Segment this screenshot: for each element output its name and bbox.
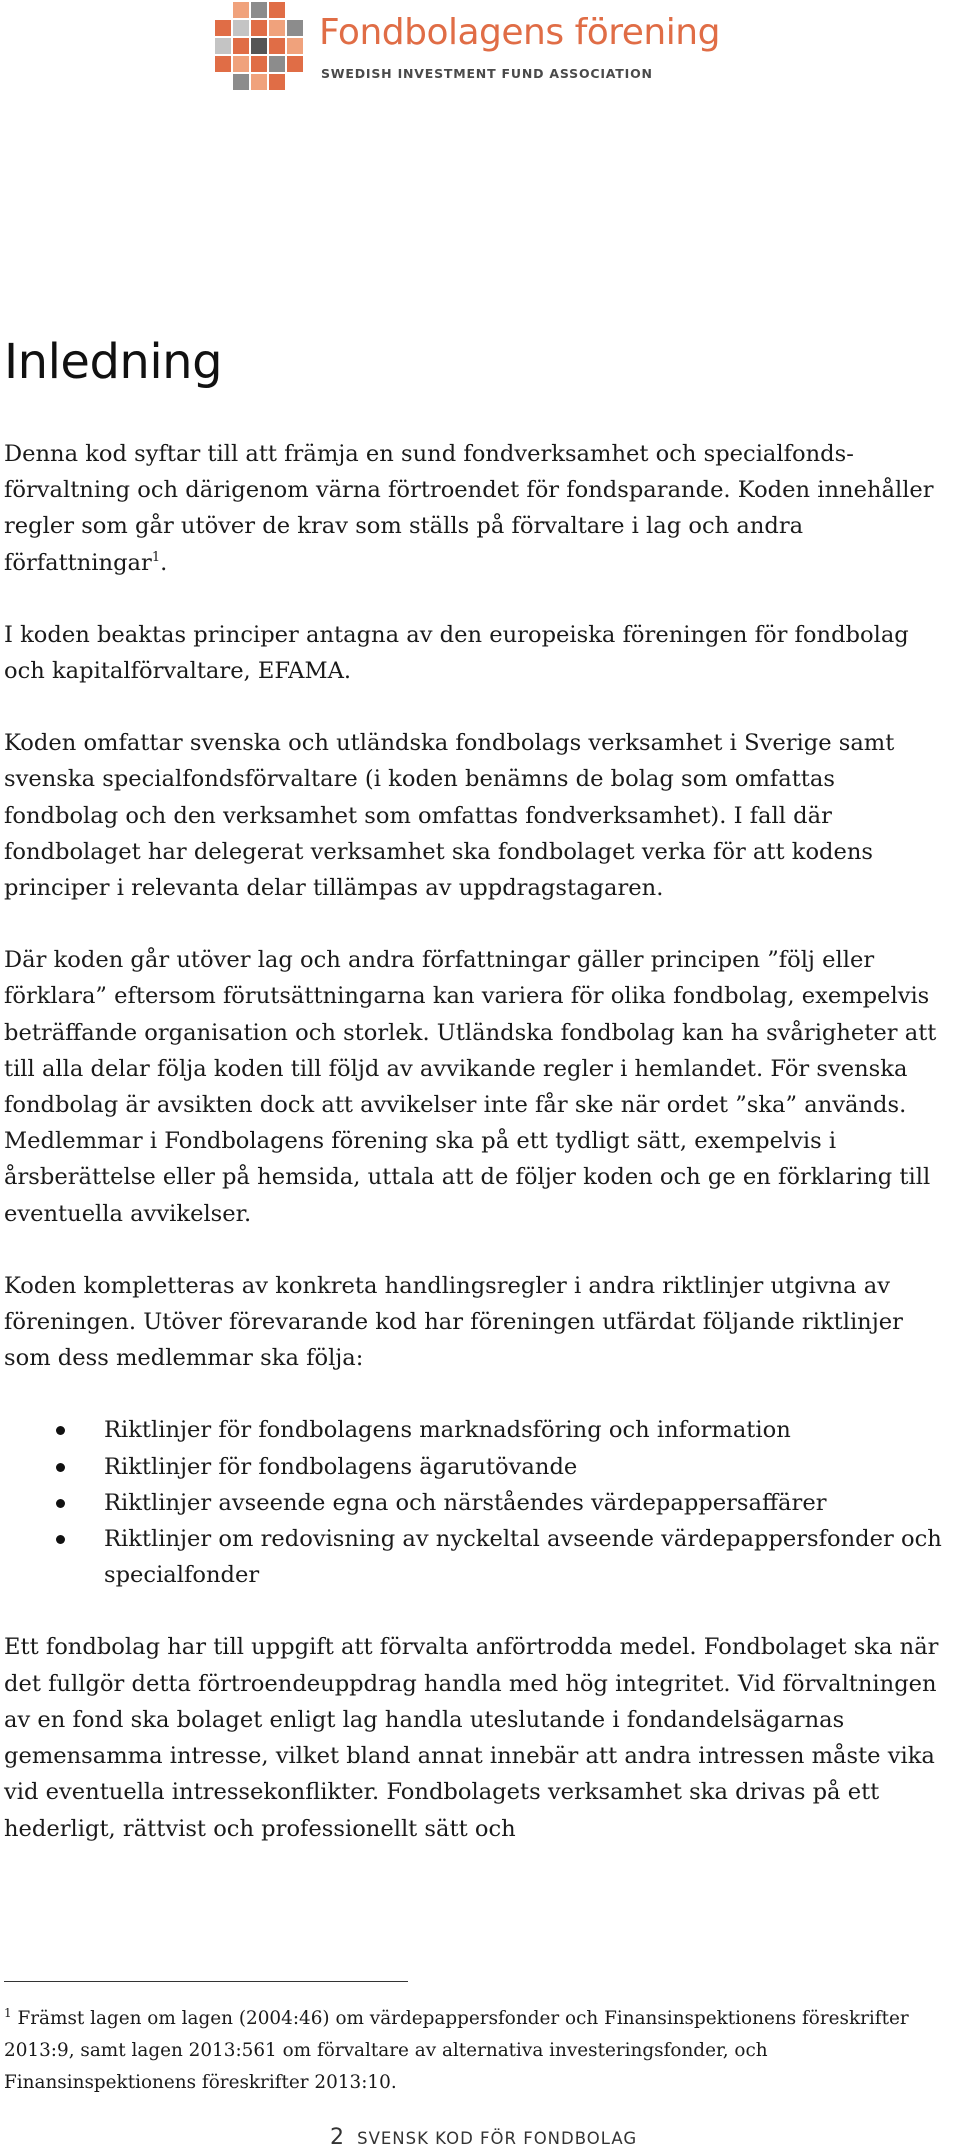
list-item-text: Riktlinjer för fondbolagens marknadsföring och information (104, 1417, 791, 1444)
bullet-icon (56, 1499, 65, 1508)
paragraph-scope: Koden omfattar svenska och utländska fondbolags verksamhet i Sverige samt svenska specialfondsförvaltare (i koden benämns de bolag som omfattas fondbolag och den verksamhet som omfattas fondverksamhet). I fall där fondbolaget har delegerat verksamhet ska fondbolaget verka för att kodens principer i relevanta delar tillämpas av uppdragstagaren. (4, 730, 895, 902)
logo-square (269, 2, 285, 18)
logo-square (233, 2, 249, 18)
paragraph-intro (4, 436, 954, 581)
bullet-icon (56, 1535, 65, 1544)
logo-square (269, 20, 285, 36)
list-item-text: Riktlinjer om redovisning av nyckeltal avseende värdepappersfonder och specialfonder (104, 1526, 942, 1589)
logo-square (287, 38, 303, 54)
footer-title: SVENSK KOD FÖR FONDBOLAG (357, 2129, 638, 2148)
list-item-text: Riktlinjer avseende egna och närståendes värdepappersaffärer (104, 1489, 827, 1516)
footnote (4, 2003, 954, 2099)
logo-square (251, 74, 267, 90)
association-logo (215, 0, 720, 92)
list-item (4, 1412, 944, 1448)
list-item-text: Riktlinjer för fondbolagens ägarutövande (104, 1453, 578, 1480)
logo-square (233, 56, 249, 72)
logo-square (233, 20, 249, 36)
logo-square (287, 20, 303, 36)
bullet-icon (56, 1463, 65, 1472)
footnote-text: Främst lagen om lagen (2004:46) om värdepappersfonder och Finansinspektionens föreskrifter 2013:9, samt lagen 2013:561 om förvaltare av alternativa investeringsfonder, och Finansinspektionens föreskrifter 2013:10. (4, 2008, 909, 2093)
paragraph-comply-or-explain: Där koden går utöver lag och andra författningar gäller principen ”följ eller förklara” eftersom förutsättningarna kan variera för olika fondbolag, exempelvis beträffande organisation och storlek. Utländska fondbolag kan ha svårigheter att till alla delar följa koden till följd av avvikande regler i hemlandet. För svenska fondbolag är avsikten dock att avvikelser inte får ske när ordet ”ska” används. Medlemmar i Fondbolagens förening ska på ett tydligt sätt, exempelvis i årsberättelse eller på hemsida, uttala att de följer koden och ge en förklaring till eventuella avvikelser. (4, 947, 937, 1227)
list-item (4, 1521, 944, 1593)
page-footer (330, 2125, 637, 2150)
page-heading: Inledning (4, 334, 223, 390)
logo-square (251, 2, 267, 18)
paragraph-intro-text: Denna kod syftar till att främja en sund fondverksamhet och specialfonds-förvaltning och därigenom värna förtroendet för fondsparande. Koden innehåller regler som går utöver de krav som ställs på förvaltare i lag och andra författningar (4, 441, 934, 576)
logo-subtitle: SWEDISH INVESTMENT FUND ASSOCIATION (321, 66, 653, 81)
footnote-divider (4, 1981, 408, 1982)
logo-square (287, 56, 303, 72)
logo-square (233, 38, 249, 54)
document-body (4, 332, 954, 1883)
list-item (4, 1485, 944, 1521)
guidelines-list (4, 1412, 954, 1593)
logo-square-grid-icon (215, 2, 305, 90)
logo-name: Fondbolagens förening (319, 12, 720, 53)
footnote-reference: 1 (151, 549, 161, 565)
logo-square (269, 38, 285, 54)
logo-square (269, 56, 285, 72)
page-number: 2 (330, 2125, 344, 2150)
list-item (4, 1449, 944, 1485)
paragraph-guidelines-intro: Koden kompletteras av konkreta handlingsregler i andra riktlinjer utgivna av föreningen. Utöver förevarande kod har föreningen utfärdat följande riktlinjer som dess medlemmar ska följa: (4, 1272, 903, 1372)
logo-square (215, 38, 231, 54)
paragraph-intro-end: . (160, 549, 168, 576)
logo-square (215, 56, 231, 72)
logo-square (269, 74, 285, 90)
paragraph-fiduciary: Ett fondbolag har till uppgift att förvalta anförtrodda medel. Fondbolaget ska när det fullgör detta förtroendeuppdrag handla med hög integritet. Vid förvaltningen av en fond ska bolaget enligt lag handla uteslutande i fondandelsägarnas gemensamma intresse, vilket bland annat innebär att andra intressen måste vika vid eventuella intressekonflikter. Fondbolagets verksamhet ska drivas på ett hederligt, rättvist och professionellt sätt och (4, 1634, 939, 1842)
footnote-number: 1 (4, 2006, 12, 2020)
logo-square (251, 56, 267, 72)
logo-square (233, 74, 249, 90)
bullet-icon (56, 1426, 65, 1435)
logo-square (251, 20, 267, 36)
logo-square (251, 38, 267, 54)
paragraph-efama: I koden beaktas principer antagna av den europeiska föreningen för fondbolag och kapitalförvaltare, EFAMA. (4, 621, 909, 685)
logo-square (215, 20, 231, 36)
